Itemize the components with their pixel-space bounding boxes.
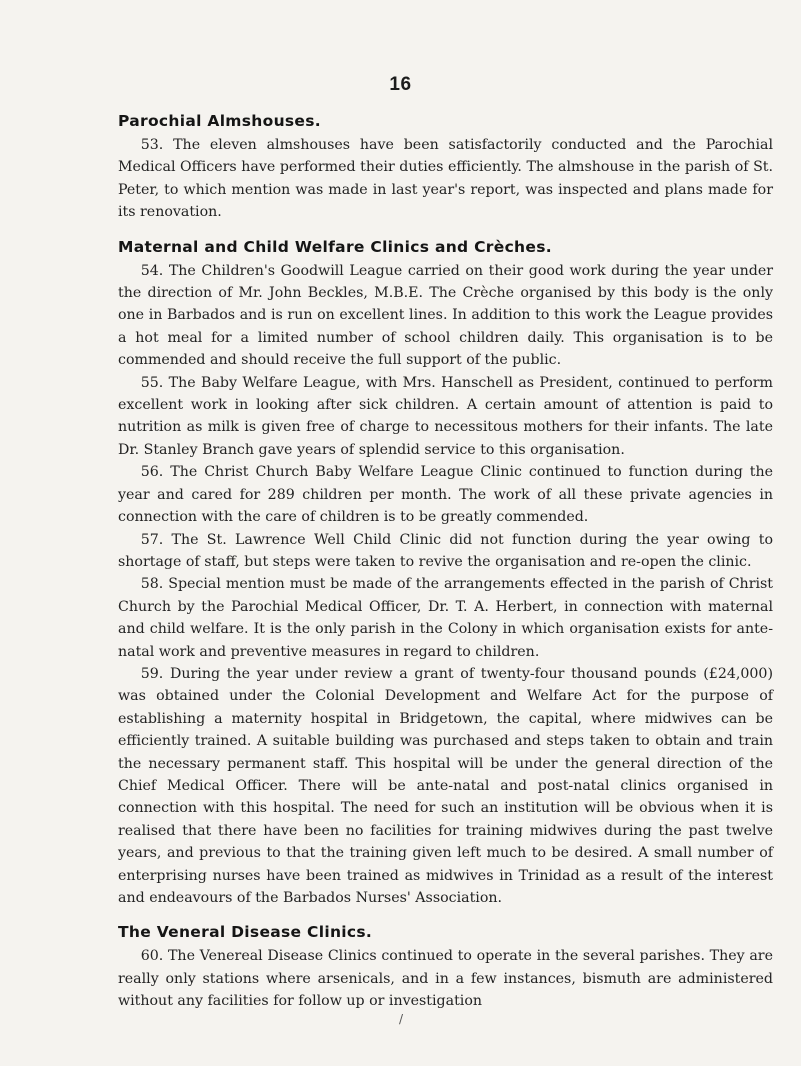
section-heading-venereal-disease: The Veneral Disease Clinics.: [118, 923, 373, 942]
paragraph-55: 55. The Baby Welfare League, with Mrs. Hanschell as President, continued to perform excellent work in looking after sick children. A certain amount of attention is paid to nutrition as milk is given free of charge to necessitous mothers for their infants. The late Dr. Stanley Branch gave years of splendid service to this organisation.: [118, 374, 773, 458]
paragraph-53: 53. The eleven almshouses have been satisfactorily conducted and the Parochial Medical Officers have performed their duties efficiently. The almshouse in the parish of St. Peter, to which mention was made in last year's report, was inspected and plans made for its renovation.: [118, 137, 773, 221]
scan-mark: /: [399, 1012, 404, 1026]
paragraph-59: 59. During the year under review a grant of twenty-four thousand pounds (£24,000) was obtained under the Colonial Development and Welfare Act for the purpose of establishing a maternity hospital in Bridgetown, the capital, where midwives can be efficiently trained. A suitable building was purchased and steps taken to obtain and train the necessary permanent staff. This hospital will be under the general direction of the Chief Medical Officer. There will be ante-natal and post-natal clinics organised in connection with this hospital. The need for such an institution will be obvious when it is realised that there have been no facilities for training midwives during the past twelve years, and previous to that the training given left much to be desired. A small number of enterprising nurses have been trained as midwives in Trinidad as a result of the interest and endeavours of the Barbados Nurses' Association.: [118, 665, 773, 906]
paragraph-60: 60. The Venereal Disease Clinics continued to operate in the several parishes. They are really only stations where arsenicals, and in a few instances, bismuth are administered without any facilities for follow up or investigation: [118, 948, 773, 1010]
page-number: 16: [389, 74, 412, 95]
section-heading-almshouses: Parochial Almshouses.: [118, 112, 321, 130]
paragraph-56: 56. The Christ Church Baby Welfare League Clinic continued to function during the year and cared for 289 children per month. The work of all these private agencies in connection with the care of children is to be greatly commended.: [118, 464, 773, 526]
paragraph-54: 54. The Children's Goodwill League carried on their good work during the year under the direction of Mr. John Beckles, M.B.E. The Crèche organised by this body is the only one in Barbados and is run on excellent lines. In addition to this work the League provides a hot meal for a limited number of school children daily. This organisation is to be commended and should receive the full support of the public.: [118, 262, 773, 369]
paragraph-57: 57. The St. Lawrence Well Child Clinic did not function during the year owing to shortage of staff, but steps were taken to revive the organisation and re-open the clinic.: [118, 531, 773, 570]
document-body: [118, 108, 773, 1013]
paragraph-58: 58. Special mention must be made of the arrangements effected in the parish of Christ Church by the Parochial Medical Officer, Dr. T. A. Herbert, in connection with maternal and child welfare. It is the only parish in the Colony in which organisation exists for ante-natal work and preventive measures in regard to children.: [118, 576, 773, 660]
section-heading-maternal-child-welfare: Maternal and Child Welfare Clinics and Crèches.: [118, 237, 552, 256]
